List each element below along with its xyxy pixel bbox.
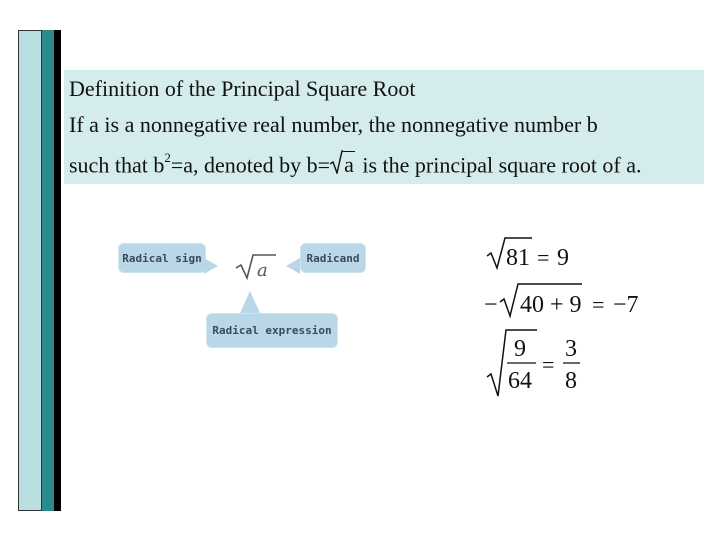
radicand-pointer: [286, 258, 300, 274]
examples: [470, 232, 670, 412]
ex3-rhs-numerator: 3: [565, 336, 577, 362]
expression-pointer: [240, 291, 260, 313]
radical-sign-icon: [330, 150, 343, 174]
ex2-negative-sign: −: [484, 292, 498, 318]
left-bar-black: [54, 30, 61, 511]
ex2-equals: =: [592, 292, 605, 317]
definition-line-2-part-3: is the principal square root of a.: [356, 152, 642, 178]
ex1-radicand: 81: [506, 245, 530, 271]
radical-sign-label: Radical sign: [118, 243, 206, 273]
radicand-label: Radicand: [300, 243, 366, 273]
ex3-denominator: 64: [508, 368, 532, 394]
ex1-result: 9: [557, 245, 569, 271]
left-bar-teal: [42, 30, 54, 511]
radical-diagram: [200, 236, 310, 326]
definition-radicand: a: [344, 152, 354, 178]
definition-line-2: [69, 152, 642, 178]
definition-line-2-part-2: =a, denoted by b=: [170, 152, 331, 178]
definition-line-2-part-1: such that b: [69, 152, 165, 178]
ex1-equals: =: [537, 245, 550, 270]
diagram-radicand-symbol: a: [257, 260, 268, 281]
radical-expression-label: Radical expression: [206, 313, 338, 348]
ex3-equals: =: [542, 352, 555, 377]
left-bar-light: [18, 30, 42, 511]
definition-line-1: If a is a nonnegative real number, the nonnegative number b: [69, 112, 598, 137]
ex2-radicand: 40 + 9: [520, 292, 582, 318]
diagram-radical-icon: [236, 255, 276, 278]
definition-radical: [330, 152, 355, 178]
definition-box: [64, 70, 704, 184]
ex3-numerator: 9: [514, 336, 526, 362]
radical-sign-pointer: [204, 258, 218, 274]
ex2-result: −7: [613, 292, 639, 318]
definition-exponent: 2: [164, 150, 171, 165]
definition-title: Definition of the Principal Square Root: [69, 76, 416, 101]
ex3-rhs-denominator: 8: [565, 368, 577, 394]
